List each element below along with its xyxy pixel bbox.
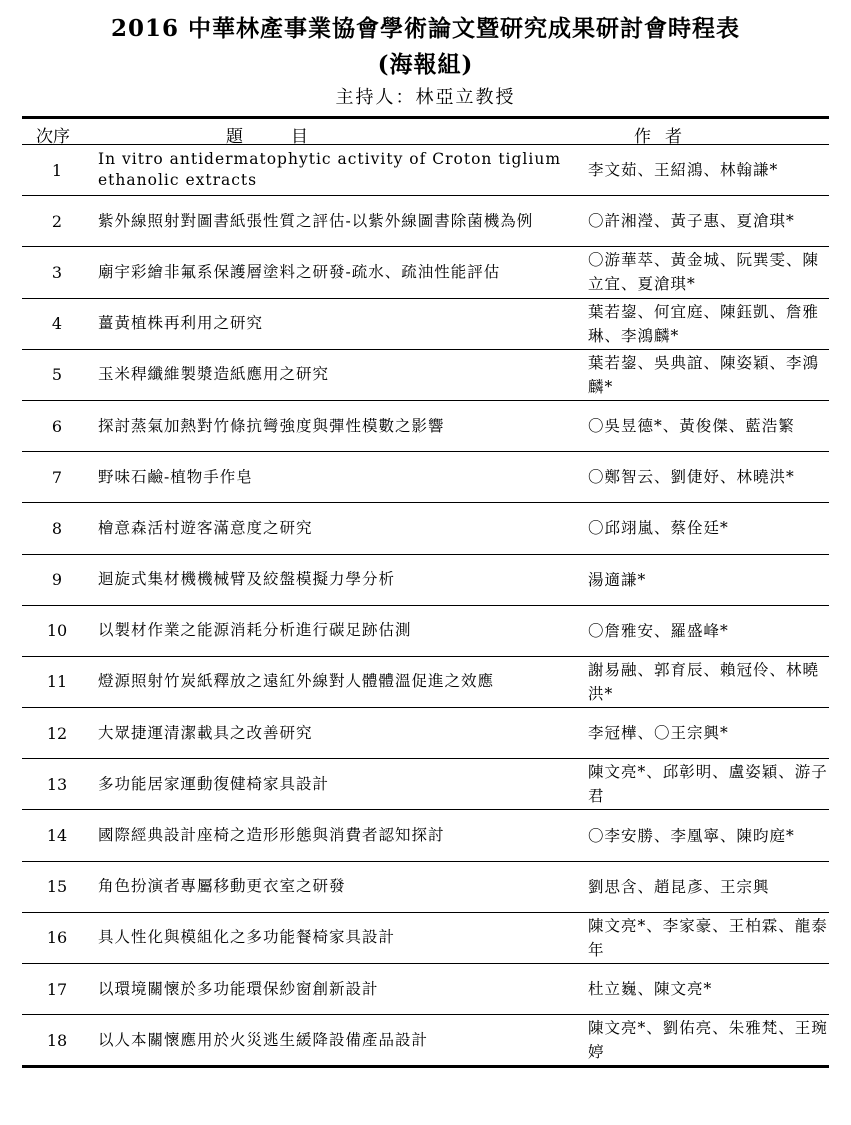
paper-title: 以人本關懷應用於火災逃生緩降設備產品設計 — [98, 1030, 429, 1049]
paper-title: 以環境關懷於多功能環保紗窗創新設計 — [98, 979, 379, 998]
table-row — [22, 401, 829, 452]
row-number: 7 — [51, 467, 63, 487]
table-row — [22, 350, 829, 401]
paper-title: 以製材作業之能源消耗分析進行碳足跡估測 — [98, 621, 412, 640]
column-header-no: 次序 — [36, 127, 70, 147]
paper-title: 檜意森活村遊客滿意度之研究 — [98, 518, 313, 537]
column-header-title: 題目 — [226, 127, 356, 147]
paper-title: 國際經典設計座椅之造形形態與消費者認知探討 — [98, 826, 445, 845]
table-row — [22, 1015, 829, 1068]
paper-authors: 〇鄭智云、劉倢妤、林曉洪* — [588, 468, 795, 487]
paper-title: In vitro antidermatophytic activity of Croton tiglium ethanolic extracts — [98, 150, 562, 190]
table-row — [22, 247, 829, 298]
paper-authors: 〇李安勝、李凰寧、陳昀庭* — [588, 826, 795, 845]
paper-title: 廟宇彩繪非氟系保護層塗料之研發-疏水、疏油性能評估 — [98, 262, 501, 281]
paper-title: 薑黃植株再利用之研究 — [98, 314, 264, 333]
schedule-table — [22, 116, 829, 1068]
paper-authors: 葉若鋆、吳典誼、陳姿穎、李鴻麟* — [588, 353, 820, 396]
paper-authors: 〇吳昱德*、黃俊傑、藍浩繁 — [588, 417, 795, 436]
table-row — [22, 503, 829, 554]
row-number: 8 — [51, 518, 63, 538]
table-row — [22, 299, 829, 350]
paper-authors: 陳文亮*、李家豪、王柏霖、龍泰年 — [588, 916, 828, 959]
row-number: 10 — [46, 621, 68, 641]
row-number: 3 — [51, 262, 63, 282]
paper-authors: 謝易融、郭育辰、賴冠伶、林曉洪* — [588, 660, 820, 703]
paper-title: 具人性化與模組化之多功能餐椅家具設計 — [98, 928, 396, 947]
row-number: 13 — [46, 774, 68, 794]
paper-authors: 〇詹雅安、羅盛峰* — [588, 621, 729, 640]
table-row — [22, 759, 829, 810]
paper-title: 野味石鹼-植物手作皂 — [98, 467, 253, 486]
row-number: 14 — [46, 826, 68, 846]
paper-title: 迴旋式集材機機械臂及絞盤模擬力學分析 — [98, 570, 396, 589]
paper-title: 多功能居家運動復健椅家具設計 — [98, 774, 330, 793]
row-number: 1 — [51, 160, 63, 180]
host-line: 主持人：林亞立教授 — [335, 87, 516, 108]
table-row — [22, 452, 829, 503]
paper-title: 燈源照射竹炭紙釋放之遠紅外線對人體體溫促進之效應 — [98, 672, 495, 691]
paper-authors: 劉思含、趙昆彥、王宗興 — [588, 877, 770, 896]
row-number: 15 — [46, 877, 68, 897]
paper-authors: 陳文亮*、劉佑亮、朱雅梵、王琬婷 — [588, 1019, 828, 1062]
table-header — [22, 119, 829, 147]
paper-authors: 陳文亮*、邱彰明、盧姿穎、游子君 — [588, 763, 828, 806]
column-header-author: 作者 — [634, 127, 696, 147]
row-number: 16 — [46, 928, 68, 948]
row-number: 11 — [46, 672, 68, 692]
paper-authors: 李冠樺、〇王宗興* — [588, 724, 729, 743]
paper-authors: 〇邱翊嵐、蔡佺廷* — [588, 519, 729, 538]
paper-title: 探討蒸氣加熱對竹條抗彎強度與彈性模數之影響 — [98, 416, 445, 435]
paper-title: 紫外線照射對圖書紙張性質之評估-以紫外線圖書除菌機為例 — [98, 211, 534, 230]
paper-authors: 湯適謙* — [588, 570, 647, 589]
table-row — [22, 810, 829, 861]
paper-authors: 〇許湘瀅、黃子惠、夏滄琪* — [588, 212, 795, 231]
table-body — [22, 145, 829, 1068]
paper-authors: 葉若鋆、何宜庭、陳鈺凱、詹雅琳、李鴻麟* — [588, 302, 820, 345]
table-row — [22, 196, 829, 247]
table-row — [22, 145, 829, 196]
paper-authors: 杜立巍、陳文亮* — [588, 980, 713, 999]
table-row — [22, 708, 829, 759]
paper-title: 角色扮演者專屬移動更衣室之研發 — [98, 877, 346, 896]
paper-authors: 〇游華萃、黃金城、阮巽雯、陳立宜、夏滄琪* — [588, 251, 820, 294]
table-row — [22, 913, 829, 964]
row-number: 6 — [51, 416, 63, 436]
row-number: 12 — [46, 723, 68, 743]
table-row — [22, 862, 829, 913]
row-number: 4 — [51, 314, 63, 334]
paper-title: 玉米稈纖維製漿造紙應用之研究 — [98, 365, 330, 384]
row-number: 5 — [51, 365, 63, 385]
table-row — [22, 657, 829, 708]
page-subtitle: (海報組) — [377, 51, 474, 78]
paper-title: 大眾捷運清潔載具之改善研究 — [98, 723, 313, 742]
row-number: 2 — [51, 211, 63, 231]
row-number: 18 — [46, 1030, 68, 1050]
page-title: 2016 中華林產事業協會學術論文暨研究成果研討會時程表 — [110, 15, 741, 42]
row-number: 17 — [46, 979, 68, 999]
table-row — [22, 964, 829, 1015]
row-number: 9 — [51, 570, 63, 590]
table-row — [22, 606, 829, 657]
table-row — [22, 555, 829, 606]
paper-authors: 李文茹、王紹鴻、林翰謙* — [588, 161, 779, 180]
